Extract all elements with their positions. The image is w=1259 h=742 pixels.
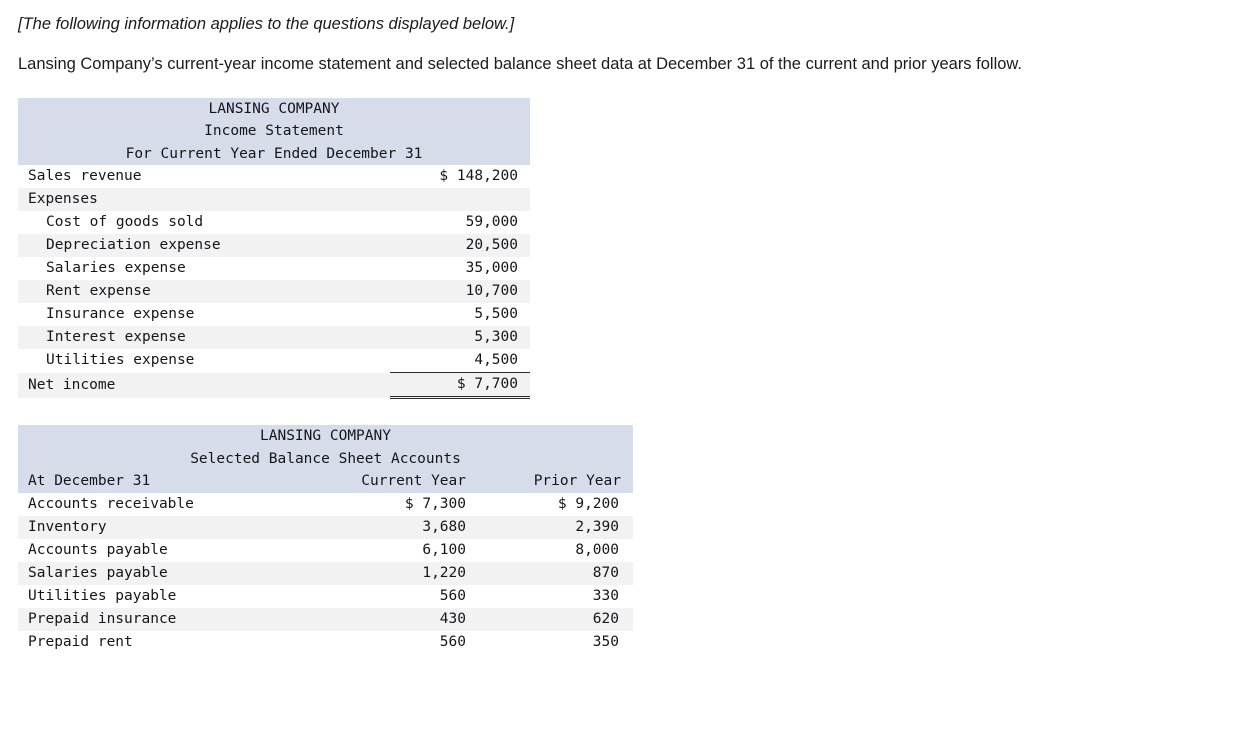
row-current-value: 560 bbox=[293, 631, 478, 654]
balance-sheet-title-row-1 bbox=[18, 425, 633, 447]
table-row bbox=[18, 631, 633, 654]
income-statement-title-line-1: LANSING COMPANY bbox=[18, 98, 530, 120]
row-prior-value: 330 bbox=[478, 585, 633, 608]
row-label: Rent expense bbox=[18, 280, 390, 303]
row-label: Prepaid rent bbox=[18, 631, 293, 654]
row-value: 59,000 bbox=[390, 211, 530, 234]
row-current-value: 430 bbox=[293, 608, 478, 631]
income-statement-total-row bbox=[18, 373, 530, 398]
table-row bbox=[18, 349, 530, 373]
row-label: Prepaid insurance bbox=[18, 608, 293, 631]
table-row bbox=[18, 493, 633, 516]
row-prior-value: 620 bbox=[478, 608, 633, 631]
income-statement-table bbox=[18, 98, 530, 399]
row-prior-value: 350 bbox=[478, 631, 633, 654]
income-statement-title-line-3: For Current Year Ended December 31 bbox=[18, 143, 530, 165]
row-value: 10,700 bbox=[390, 280, 530, 303]
row-current-value: 6,100 bbox=[293, 539, 478, 562]
table-row bbox=[18, 303, 530, 326]
table-row bbox=[18, 257, 530, 280]
row-value: 5,300 bbox=[390, 326, 530, 349]
row-prior-value: 870 bbox=[478, 562, 633, 585]
row-value: 20,500 bbox=[390, 234, 530, 257]
row-prior-value: 8,000 bbox=[478, 539, 633, 562]
row-label: Utilities expense bbox=[18, 349, 390, 373]
balance-sheet-header-row bbox=[18, 470, 633, 493]
income-statement-title-row-1 bbox=[18, 98, 530, 120]
column-header-period: At December 31 bbox=[18, 470, 293, 493]
table-row bbox=[18, 585, 633, 608]
intro-paragraph: Lansing Company’s current-year income statement and selected balance sheet data at December 31 of the current and prior years follow. bbox=[18, 55, 1023, 74]
balance-sheet-table bbox=[18, 425, 633, 654]
row-label: Sales revenue bbox=[18, 165, 390, 188]
income-statement-title-row-2 bbox=[18, 120, 530, 142]
row-label: Expenses bbox=[18, 188, 390, 211]
balance-sheet-title-line-2: Selected Balance Sheet Accounts bbox=[18, 448, 633, 470]
row-label: Insurance expense bbox=[18, 303, 390, 326]
balance-sheet-title-line-1: LANSING COMPANY bbox=[18, 425, 633, 447]
row-label: Utilities payable bbox=[18, 585, 293, 608]
table-row bbox=[18, 211, 530, 234]
row-value bbox=[390, 188, 530, 211]
row-label: Accounts receivable bbox=[18, 493, 293, 516]
row-label: Depreciation expense bbox=[18, 234, 390, 257]
table-row bbox=[18, 608, 633, 631]
total-value: $ 7,700 bbox=[390, 373, 530, 398]
total-label: Net income bbox=[18, 373, 390, 398]
row-label: Inventory bbox=[18, 516, 293, 539]
table-row bbox=[18, 234, 530, 257]
row-label: Accounts payable bbox=[18, 539, 293, 562]
row-value: $ 148,200 bbox=[390, 165, 530, 188]
table-row bbox=[18, 516, 633, 539]
row-value: 4,500 bbox=[390, 349, 530, 373]
table-row bbox=[18, 165, 530, 188]
row-prior-value: 2,390 bbox=[478, 516, 633, 539]
row-prior-value: $ 9,200 bbox=[478, 493, 633, 516]
row-value: 35,000 bbox=[390, 257, 530, 280]
column-header-current-year: Current Year bbox=[293, 470, 478, 493]
column-header-prior-year: Prior Year bbox=[478, 470, 633, 493]
income-statement-title-row-3 bbox=[18, 143, 530, 165]
table-row bbox=[18, 326, 530, 349]
row-label: Cost of goods sold bbox=[18, 211, 390, 234]
row-current-value: 1,220 bbox=[293, 562, 478, 585]
row-label: Salaries expense bbox=[18, 257, 390, 280]
row-current-value: 560 bbox=[293, 585, 478, 608]
table-row bbox=[18, 562, 633, 585]
row-value: 5,500 bbox=[390, 303, 530, 326]
row-label: Interest expense bbox=[18, 326, 390, 349]
table-row bbox=[18, 539, 633, 562]
instruction-note: [The following information applies to the questions displayed below.] bbox=[18, 15, 515, 33]
balance-sheet-title-row-2 bbox=[18, 448, 633, 470]
table-row bbox=[18, 188, 530, 211]
row-label: Salaries payable bbox=[18, 562, 293, 585]
table-row bbox=[18, 280, 530, 303]
income-statement-title-line-2: Income Statement bbox=[18, 120, 530, 142]
row-current-value: $ 7,300 bbox=[293, 493, 478, 516]
row-current-value: 3,680 bbox=[293, 516, 478, 539]
